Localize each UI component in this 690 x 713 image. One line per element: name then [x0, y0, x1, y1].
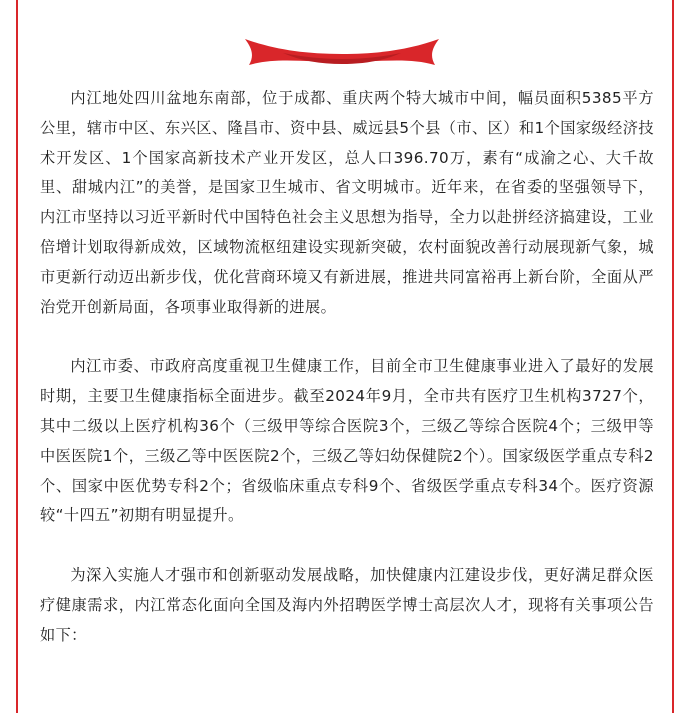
paragraph-announcement: 为深入实施人才强市和创新驱动发展战略，加快健康内江建设步伐，更好满足群众医疗健康需求，内江常态化面向全国及海内外招聘医学博士高层次人才，现将有关事项公告如下： — [40, 566, 654, 644]
right-border-line — [672, 0, 674, 713]
left-border-line — [16, 0, 18, 713]
red-ribbon-icon — [243, 35, 441, 69]
paragraph-intro: 内江地处四川盆地东南部，位于成都、重庆两个特大城市中间，幅员面积5385平方公里，辖市中区、东兴区、隆昌市、资中县、威远县5个县（市、区）和1个国家级经济技术开发区、1个国家高新技术产业开发区，总人口396.70万，素有“成渝之心、大千故里、甜城内江”的美誉，是国家卫生城市、省文明城市。近年来，在省委的坚强领导下，内江市坚持以习近平新时代中国特色社会主义思想为指导，全力以赴拼经济搞建设，工业倍增计划取得新成效，区域物流枢纽建设实现新突破，农村面貌改善行动展现新气象，城市更新行动迈出新步伐，优化营商环境又有新进展，推进共同富裕再上新台阶，全面从严治党开创新局面，各项事业取得新的进展。 — [40, 89, 654, 316]
article-body — [40, 84, 654, 651]
paragraph-health-status: 内江市委、市政府高度重视卫生健康工作，目前全市卫生健康事业进入了最好的发展时期，主要卫生健康指标全面进步。截至2024年9月，全市共有医疗卫生机构3727个，其中二级以上医疗机构36个（三级甲等综合医院3个，三级乙等综合医院4个；三级甲等中医医院1个，三级乙等中医医院2个，三级乙等妇幼保健院2个）。国家级医学重点专科2个、国家中医优势专科2个；省级临床重点专科9个、省级医学重点专科34个。医疗资源较“十四五”初期有明显提升。 — [40, 357, 654, 525]
